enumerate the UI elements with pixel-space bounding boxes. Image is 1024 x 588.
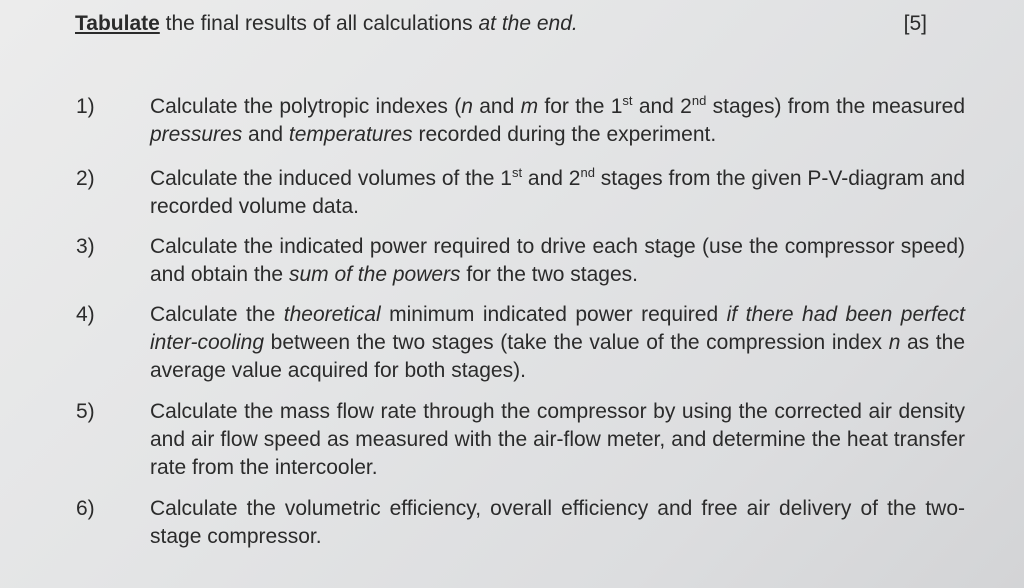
item-text bbox=[150, 301, 965, 385]
text-run: Calculate the bbox=[150, 303, 284, 326]
text-italic: if there had been perfect inter-cooling bbox=[150, 303, 965, 354]
header-text: the final results of all calculations bbox=[159, 12, 479, 35]
item-text bbox=[150, 165, 965, 221]
item-number: 2) bbox=[76, 167, 95, 190]
superscript: nd bbox=[691, 93, 707, 108]
item-text: Calculate the mass flow rate through the compressor by using the corrected air density and air flow speed as measured with the air-flow meter, and determine the heat transfer rate from the intercooler. bbox=[150, 400, 965, 479]
item-number: 5) bbox=[76, 400, 95, 423]
text-run: for the 1 bbox=[538, 95, 623, 118]
superscript: st bbox=[622, 93, 633, 108]
text-run: and bbox=[472, 95, 521, 118]
text-run: Calculate the polytropic indexes ( bbox=[150, 95, 462, 118]
text-italic: pressures bbox=[150, 123, 243, 146]
instruction-header bbox=[75, 10, 935, 38]
text-run: as the average value acquired for both stages). bbox=[150, 331, 965, 382]
item-number: 4) bbox=[76, 303, 95, 326]
text-run: stages from the given P-V-diagram and recorded volume data. bbox=[150, 167, 965, 218]
text-italic: m bbox=[520, 95, 539, 118]
text-run: recorded during the experiment. bbox=[412, 123, 717, 146]
item-number: 6) bbox=[76, 497, 95, 520]
marks-label: [5] bbox=[903, 12, 927, 35]
header-text-italic: at the end. bbox=[478, 12, 578, 35]
item-number: 3) bbox=[76, 235, 95, 258]
text-italic: sum of the powers bbox=[288, 263, 461, 286]
text-italic: n bbox=[461, 95, 473, 118]
text-italic: theoretical bbox=[283, 303, 381, 326]
text-run: for the two stages. bbox=[460, 263, 638, 286]
superscript: st bbox=[511, 165, 523, 180]
text-run: Calculate the induced volumes of the 1 bbox=[150, 167, 512, 190]
tabulate-word: Tabulate bbox=[75, 12, 160, 35]
item-text: Calculate the volumetric efficiency, overall efficiency and free air delivery of the two-stage compressor. bbox=[150, 497, 965, 548]
text-run: minimum indicated power required bbox=[380, 303, 727, 326]
text-run: stages) from the measured bbox=[706, 95, 965, 118]
item-text bbox=[150, 93, 965, 149]
text-run: and 2 bbox=[522, 167, 581, 190]
text-run: and 2 bbox=[632, 95, 692, 118]
item-number: 1) bbox=[76, 95, 95, 118]
item-text bbox=[150, 233, 965, 289]
text-run: and bbox=[242, 123, 289, 146]
text-run: Calculate the indicated power required to drive each stage (use the compressor speed) and obtain the bbox=[150, 235, 965, 286]
superscript: nd bbox=[580, 165, 595, 180]
text-run: between the two stages (take the value of the compression index bbox=[264, 331, 889, 354]
text-italic: n bbox=[888, 331, 901, 354]
text-italic: temperatures bbox=[288, 123, 413, 146]
